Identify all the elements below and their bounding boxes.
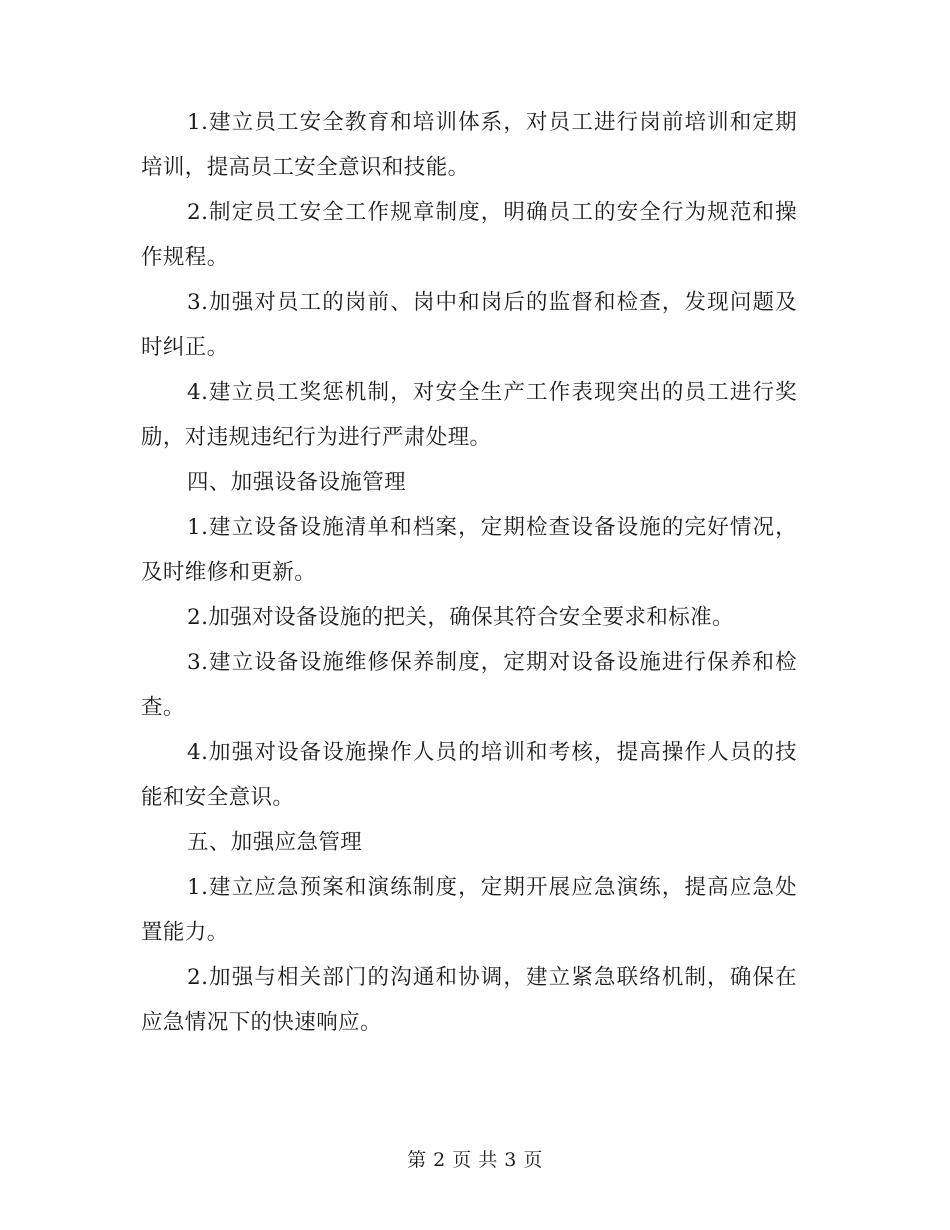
section-heading-equipment: 四、加强设备设施管理 [187, 470, 407, 495]
document-body [141, 100, 797, 1045]
paragraph-equipment-2: 2.加强对设备设施的把关，确保其符合安全要求和标准。 [187, 605, 734, 630]
section-heading-emergency: 五、加强应急管理 [187, 830, 363, 855]
paragraph-staff-3: 3.加强对员工的岗前、岗中和岗后的监督和检查，发现问题及时纠正。 [141, 290, 797, 360]
paragraph-staff-2: 2.制定员工安全工作规章制度，明确员工的安全行为规范和操作规程。 [141, 200, 797, 270]
paragraph-emergency-1: 1.建立应急预案和演练制度，定期开展应急演练，提高应急处置能力。 [141, 875, 797, 945]
page-number-footer: 第 2 页 共 3 页 [407, 1149, 543, 1171]
paragraph-staff-4: 4.建立员工奖惩机制，对安全生产工作表现突出的员工进行奖励，对违规违纪行为进行严肃处理。 [141, 380, 797, 450]
paragraph-emergency-2: 2.加强与相关部门的沟通和协调，建立紧急联络机制，确保在应急情况下的快速响应。 [141, 965, 797, 1035]
paragraph-equipment-3: 3.建立设备设施维修保养制度，定期对设备设施进行保养和检查。 [141, 650, 797, 720]
paragraph-equipment-4: 4.加强对设备设施操作人员的培训和考核，提高操作人员的技能和安全意识。 [141, 740, 797, 810]
paragraph-staff-1: 1.建立员工安全教育和培训体系，对员工进行岗前培训和定期培训，提高员工安全意识和技能。 [141, 110, 797, 180]
paragraph-equipment-1: 1.建立设备设施清单和档案，定期检查设备设施的完好情况，及时维修和更新。 [141, 515, 797, 585]
